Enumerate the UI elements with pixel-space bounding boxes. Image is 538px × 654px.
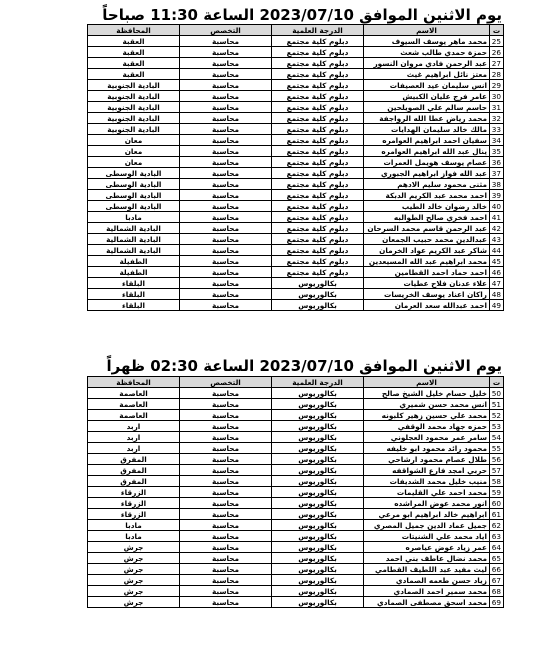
- row-specialty: محاسبة: [180, 91, 272, 102]
- row-number: 52: [490, 410, 504, 421]
- row-number: 67: [490, 575, 504, 586]
- row-specialty: محاسبة: [180, 520, 272, 531]
- table-row: [88, 399, 504, 410]
- row-number: 68: [490, 586, 504, 597]
- row-name: حربي امجد فارع الشواقفه: [364, 465, 490, 476]
- row-number: 55: [490, 443, 504, 454]
- row-name: جميل عماد الدين جميل المصري: [364, 520, 490, 531]
- row-name: خليل حسام خليل الشيخ صالح: [364, 388, 490, 399]
- row-name: راكان اعناد يوسف الخريسات: [364, 289, 490, 300]
- row-governorate: العقبة: [88, 47, 180, 58]
- row-number: 28: [490, 69, 504, 80]
- row-degree: دبلوم كلية مجتمع: [272, 135, 364, 146]
- table-row: [88, 47, 504, 58]
- row-governorate: البادية الوسطى: [88, 179, 180, 190]
- row-degree: دبلوم كلية مجتمع: [272, 256, 364, 267]
- row-name: عمر زياد عوض عياصره: [364, 542, 490, 553]
- row-degree: بكالوريوس: [272, 388, 364, 399]
- row-name: اياد محمد علي الشنيتات: [364, 531, 490, 542]
- table-row: [88, 168, 504, 179]
- row-name: علاء عدنان فلاح عطيات: [364, 278, 490, 289]
- row-specialty: محاسبة: [180, 575, 272, 586]
- row-number: 29: [490, 80, 504, 91]
- row-name: انس سليمان عيد العصيفات: [364, 80, 490, 91]
- row-number: 51: [490, 399, 504, 410]
- row-degree: بكالوريوس: [272, 300, 364, 311]
- row-governorate: المفرق: [88, 454, 180, 465]
- row-specialty: محاسبة: [180, 146, 272, 157]
- row-specialty: محاسبة: [180, 421, 272, 432]
- header-num: ت: [490, 25, 504, 36]
- row-number: 64: [490, 542, 504, 553]
- row-number: 38: [490, 179, 504, 190]
- row-degree: بكالوريوس: [272, 597, 364, 608]
- row-governorate: البادية الوسطى: [88, 168, 180, 179]
- row-degree: دبلوم كلية مجتمع: [272, 168, 364, 179]
- row-specialty: محاسبة: [180, 388, 272, 399]
- row-governorate: البادية الجنوبية: [88, 91, 180, 102]
- row-governorate: جرش: [88, 586, 180, 597]
- row-name: ابراهيم خالد ابراهيم ابو مرعي: [364, 509, 490, 520]
- row-name: ينال عبد الله ابراهيم العوامره: [364, 146, 490, 157]
- row-degree: بكالوريوس: [272, 520, 364, 531]
- row-governorate: جرش: [88, 564, 180, 575]
- row-degree: بكالوريوس: [272, 432, 364, 443]
- row-specialty: محاسبة: [180, 135, 272, 146]
- row-degree: دبلوم كلية مجتمع: [272, 234, 364, 245]
- table-row: [88, 421, 504, 432]
- row-specialty: محاسبة: [180, 586, 272, 597]
- row-number: 45: [490, 256, 504, 267]
- header-num: ت: [490, 377, 504, 388]
- row-name: محمد علي حسين زهير كلبونه: [364, 410, 490, 421]
- row-governorate: البادية الوسطى: [88, 190, 180, 201]
- row-specialty: محاسبة: [180, 102, 272, 113]
- row-governorate: مادبا: [88, 531, 180, 542]
- table-row: [88, 190, 504, 201]
- table-row: [88, 498, 504, 509]
- table-row: [88, 586, 504, 597]
- row-governorate: جرش: [88, 597, 180, 608]
- row-number: 32: [490, 113, 504, 124]
- row-number: 27: [490, 58, 504, 69]
- row-name: حاسم سالم علي الصويلحين: [364, 102, 490, 113]
- row-name: ليث مفيد عبد اللطيف القطامي: [364, 564, 490, 575]
- row-governorate: العقبة: [88, 36, 180, 47]
- row-governorate: المفرق: [88, 465, 180, 476]
- row-specialty: محاسبة: [180, 564, 272, 575]
- row-name: سفيان احمد ابراهيم العوامره: [364, 135, 490, 146]
- table-row: [88, 91, 504, 102]
- row-governorate: العاصمة: [88, 399, 180, 410]
- row-name: احمد عبدالله سعد العرمان: [364, 300, 490, 311]
- row-specialty: محاسبة: [180, 256, 272, 267]
- row-number: 40: [490, 201, 504, 212]
- row-number: 41: [490, 212, 504, 223]
- row-governorate: اربد: [88, 443, 180, 454]
- row-name: محمد سمير احمد الصمادي: [364, 586, 490, 597]
- row-degree: بكالوريوس: [272, 487, 364, 498]
- table-row: [88, 531, 504, 542]
- row-number: 26: [490, 47, 504, 58]
- row-number: 63: [490, 531, 504, 542]
- row-degree: دبلوم كلية مجتمع: [272, 58, 364, 69]
- table-row: [88, 234, 504, 245]
- table-row: [88, 135, 504, 146]
- row-governorate: البادية الجنوبية: [88, 124, 180, 135]
- row-specialty: محاسبة: [180, 157, 272, 168]
- row-name: احمد محمد عبد الكريم الدبكة: [364, 190, 490, 201]
- row-number: 62: [490, 520, 504, 531]
- row-degree: دبلوم كلية مجتمع: [272, 201, 364, 212]
- row-name: عصام يوسف هويمل العمرات: [364, 157, 490, 168]
- row-governorate: البادية الشمالية: [88, 245, 180, 256]
- table-row: [88, 388, 504, 399]
- table-row: [88, 564, 504, 575]
- table-row: [88, 256, 504, 267]
- row-degree: دبلوم كلية مجتمع: [272, 113, 364, 124]
- row-degree: بكالوريوس: [272, 575, 364, 586]
- row-governorate: البادية الجنوبية: [88, 80, 180, 91]
- row-degree: بكالوريوس: [272, 454, 364, 465]
- row-specialty: محاسبة: [180, 36, 272, 47]
- table-row: [88, 58, 504, 69]
- row-governorate: الزرقاء: [88, 509, 180, 520]
- row-number: 34: [490, 135, 504, 146]
- table-row: [88, 476, 504, 487]
- table-row: [88, 289, 504, 300]
- row-number: 39: [490, 190, 504, 201]
- row-degree: بكالوريوس: [272, 586, 364, 597]
- row-governorate: البادية الشمالية: [88, 223, 180, 234]
- row-specialty: محاسبة: [180, 245, 272, 256]
- row-specialty: محاسبة: [180, 410, 272, 421]
- row-name: محمد نضال عاطف بني احمد: [364, 553, 490, 564]
- row-specialty: محاسبة: [180, 399, 272, 410]
- row-governorate: الزرقاء: [88, 487, 180, 498]
- row-number: 44: [490, 245, 504, 256]
- row-name: محمد اسحق مصطفى الصمادي: [364, 597, 490, 608]
- row-name: محمد رياض عطا الله الرواجفة: [364, 113, 490, 124]
- row-governorate: العاصمة: [88, 388, 180, 399]
- row-name: مالك خالد سليمان الهدايات: [364, 124, 490, 135]
- row-number: 43: [490, 234, 504, 245]
- table-row: [88, 201, 504, 212]
- table-row: [88, 432, 504, 443]
- row-number: 25: [490, 36, 504, 47]
- row-number: 60: [490, 498, 504, 509]
- row-number: 46: [490, 267, 504, 278]
- row-number: 56: [490, 454, 504, 465]
- row-number: 58: [490, 476, 504, 487]
- row-degree: بكالوريوس: [272, 553, 364, 564]
- row-number: 37: [490, 168, 504, 179]
- row-degree: دبلوم كلية مجتمع: [272, 245, 364, 256]
- table-row: [88, 157, 504, 168]
- table-row: [88, 487, 504, 498]
- row-degree: بكالوريوس: [272, 564, 364, 575]
- row-number: 69: [490, 597, 504, 608]
- table-row: [88, 597, 504, 608]
- table-row: [88, 179, 504, 190]
- row-specialty: محاسبة: [180, 179, 272, 190]
- section1-table: [87, 24, 504, 311]
- table-row: [88, 69, 504, 80]
- row-degree: بكالوريوس: [272, 278, 364, 289]
- row-specialty: محاسبة: [180, 278, 272, 289]
- row-degree: دبلوم كلية مجتمع: [272, 36, 364, 47]
- row-governorate: معان: [88, 135, 180, 146]
- row-specialty: محاسبة: [180, 476, 272, 487]
- table-row: [88, 300, 504, 311]
- row-specialty: محاسبة: [180, 234, 272, 245]
- row-number: 49: [490, 300, 504, 311]
- row-number: 57: [490, 465, 504, 476]
- header-specialty: التخصص: [180, 25, 272, 36]
- row-degree: دبلوم كلية مجتمع: [272, 179, 364, 190]
- row-degree: دبلوم كلية مجتمع: [272, 157, 364, 168]
- row-governorate: مادبا: [88, 520, 180, 531]
- row-specialty: محاسبة: [180, 300, 272, 311]
- row-degree: بكالوريوس: [272, 531, 364, 542]
- row-degree: بكالوريوس: [272, 421, 364, 432]
- row-number: 66: [490, 564, 504, 575]
- row-name: معتز نائل ابراهيم غيث: [364, 69, 490, 80]
- row-specialty: محاسبة: [180, 531, 272, 542]
- row-specialty: محاسبة: [180, 267, 272, 278]
- row-degree: دبلوم كلية مجتمع: [272, 223, 364, 234]
- row-name: خالد رضوان خالد الطيب: [364, 201, 490, 212]
- row-governorate: البلقاء: [88, 278, 180, 289]
- row-name: طلال عصام محمود ارشاحي: [364, 454, 490, 465]
- header-specialty: التخصص: [180, 377, 272, 388]
- row-number: 47: [490, 278, 504, 289]
- table-row: [88, 443, 504, 454]
- header-name: الاسم: [364, 25, 490, 36]
- row-governorate: الطفيلة: [88, 256, 180, 267]
- row-degree: بكالوريوس: [272, 399, 364, 410]
- table-row: [88, 575, 504, 586]
- table-row: [88, 553, 504, 564]
- row-specialty: محاسبة: [180, 212, 272, 223]
- row-degree: بكالوريوس: [272, 476, 364, 487]
- row-specialty: محاسبة: [180, 201, 272, 212]
- row-name: محمد احمد علي القليمات: [364, 487, 490, 498]
- row-specialty: محاسبة: [180, 465, 272, 476]
- row-name: احمد فخري صالح الطوالبه: [364, 212, 490, 223]
- row-degree: دبلوم كلية مجتمع: [272, 124, 364, 135]
- row-name: عامر فرج عليان الكبيش: [364, 91, 490, 102]
- row-governorate: البادية الجنوبية: [88, 102, 180, 113]
- row-specialty: محاسبة: [180, 47, 272, 58]
- row-specialty: محاسبة: [180, 223, 272, 234]
- row-number: 48: [490, 289, 504, 300]
- row-governorate: البادية الجنوبية: [88, 113, 180, 124]
- row-specialty: محاسبة: [180, 168, 272, 179]
- row-specialty: محاسبة: [180, 113, 272, 124]
- row-degree: دبلوم كلية مجتمع: [272, 80, 364, 91]
- row-degree: بكالوريوس: [272, 465, 364, 476]
- table-header-row: [88, 25, 504, 36]
- row-name: عبد الله فواز ابراهيم الجبوري: [364, 168, 490, 179]
- row-number: 33: [490, 124, 504, 135]
- row-name: عبدالدين محمد حبيب الجمعان: [364, 234, 490, 245]
- table-row: [88, 509, 504, 520]
- row-specialty: محاسبة: [180, 597, 272, 608]
- row-name: محمود رائد محمود ابو خليفه: [364, 443, 490, 454]
- row-name: زياد حسن طعمه الصمادي: [364, 575, 490, 586]
- header-name: الاسم: [364, 377, 490, 388]
- row-number: 30: [490, 91, 504, 102]
- table-row: [88, 80, 504, 91]
- table-row: [88, 146, 504, 157]
- header-governorate: المحافظة: [88, 377, 180, 388]
- row-governorate: معان: [88, 157, 180, 168]
- row-specialty: محاسبة: [180, 80, 272, 91]
- row-governorate: البلقاء: [88, 300, 180, 311]
- row-number: 53: [490, 421, 504, 432]
- row-governorate: العقبة: [88, 69, 180, 80]
- row-number: 65: [490, 553, 504, 564]
- row-governorate: الزرقاء: [88, 498, 180, 509]
- row-degree: بكالوريوس: [272, 542, 364, 553]
- row-specialty: محاسبة: [180, 58, 272, 69]
- row-governorate: معان: [88, 146, 180, 157]
- row-specialty: محاسبة: [180, 542, 272, 553]
- table-row: [88, 542, 504, 553]
- row-name: مثنى محمود سليم الادهم: [364, 179, 490, 190]
- row-number: 59: [490, 487, 504, 498]
- table-row: [88, 36, 504, 47]
- row-name: عبد الرحمن فادي مروان النسور: [364, 58, 490, 69]
- row-name: انور محمد عوض المراشده: [364, 498, 490, 509]
- row-governorate: البادية الوسطى: [88, 201, 180, 212]
- table-row: [88, 102, 504, 113]
- row-governorate: اربد: [88, 432, 180, 443]
- row-name: حمزة حمدي طالب شعث: [364, 47, 490, 58]
- row-number: 42: [490, 223, 504, 234]
- table-row: [88, 410, 504, 421]
- row-degree: دبلوم كلية مجتمع: [272, 47, 364, 58]
- section1-title: يوم الاثنين الموافق 2023/07/10 الساعة 11:30 صباحاً: [102, 6, 502, 24]
- row-degree: دبلوم كلية مجتمع: [272, 91, 364, 102]
- row-degree: دبلوم كلية مجتمع: [272, 190, 364, 201]
- table-row: [88, 223, 504, 234]
- row-specialty: محاسبة: [180, 289, 272, 300]
- row-name: سامر عمر محمود العجلوني: [364, 432, 490, 443]
- row-degree: دبلوم كلية مجتمع: [272, 267, 364, 278]
- section2-table: [87, 376, 504, 608]
- table-row: [88, 212, 504, 223]
- row-number: 31: [490, 102, 504, 113]
- table-row: [88, 267, 504, 278]
- table-row: [88, 520, 504, 531]
- table-row: [88, 245, 504, 256]
- row-name: انس محمد حسن شميري: [364, 399, 490, 410]
- row-name: احمد حماد احمد القطامين: [364, 267, 490, 278]
- row-specialty: محاسبة: [180, 432, 272, 443]
- table-row: [88, 113, 504, 124]
- row-number: 35: [490, 146, 504, 157]
- row-governorate: العاصمة: [88, 410, 180, 421]
- row-name: محمد ماهر يوسف السيوف: [364, 36, 490, 47]
- table-row: [88, 454, 504, 465]
- row-specialty: محاسبة: [180, 553, 272, 564]
- table-header-row: [88, 377, 504, 388]
- row-name: عبد الرحمن قاسم محمد السرحان: [364, 223, 490, 234]
- row-number: 36: [490, 157, 504, 168]
- row-governorate: البلقاء: [88, 289, 180, 300]
- row-specialty: محاسبة: [180, 190, 272, 201]
- row-specialty: محاسبة: [180, 498, 272, 509]
- row-degree: دبلوم كلية مجتمع: [272, 146, 364, 157]
- row-specialty: محاسبة: [180, 69, 272, 80]
- header-degree: الدرجة العلمية: [272, 377, 364, 388]
- row-number: 54: [490, 432, 504, 443]
- table-row: [88, 278, 504, 289]
- row-specialty: محاسبة: [180, 454, 272, 465]
- section2-title: يوم الاثنين الموافق 2023/07/10 الساعة 02:30 ظهراً: [106, 357, 502, 375]
- row-governorate: الطفيلة: [88, 267, 180, 278]
- row-governorate: جرش: [88, 542, 180, 553]
- row-specialty: محاسبة: [180, 487, 272, 498]
- row-governorate: اربد: [88, 421, 180, 432]
- row-name: شاكر عبد الكريم عواد الخرمان: [364, 245, 490, 256]
- row-degree: دبلوم كلية مجتمع: [272, 102, 364, 113]
- row-name: محمد ابراهيم عبد الله المسيعدين: [364, 256, 490, 267]
- row-degree: بكالوريوس: [272, 443, 364, 454]
- row-name: حمزه جهاد محمد الوقفي: [364, 421, 490, 432]
- row-specialty: محاسبة: [180, 509, 272, 520]
- row-degree: بكالوريوس: [272, 509, 364, 520]
- row-degree: بكالوريوس: [272, 289, 364, 300]
- header-governorate: المحافظة: [88, 25, 180, 36]
- row-degree: دبلوم كلية مجتمع: [272, 212, 364, 223]
- table-row: [88, 124, 504, 135]
- row-specialty: محاسبة: [180, 124, 272, 135]
- table-row: [88, 465, 504, 476]
- row-governorate: جرش: [88, 575, 180, 586]
- row-specialty: محاسبة: [180, 443, 272, 454]
- row-governorate: جرش: [88, 553, 180, 564]
- row-number: 61: [490, 509, 504, 520]
- row-governorate: المفرق: [88, 476, 180, 487]
- row-degree: بكالوريوس: [272, 410, 364, 421]
- row-governorate: مادبا: [88, 212, 180, 223]
- header-degree: الدرجة العلمية: [272, 25, 364, 36]
- row-governorate: العقبة: [88, 58, 180, 69]
- row-number: 50: [490, 388, 504, 399]
- row-governorate: البادية الشمالية: [88, 234, 180, 245]
- row-degree: بكالوريوس: [272, 498, 364, 509]
- row-degree: دبلوم كلية مجتمع: [272, 69, 364, 80]
- row-name: منيب خليل محمد الشديفات: [364, 476, 490, 487]
